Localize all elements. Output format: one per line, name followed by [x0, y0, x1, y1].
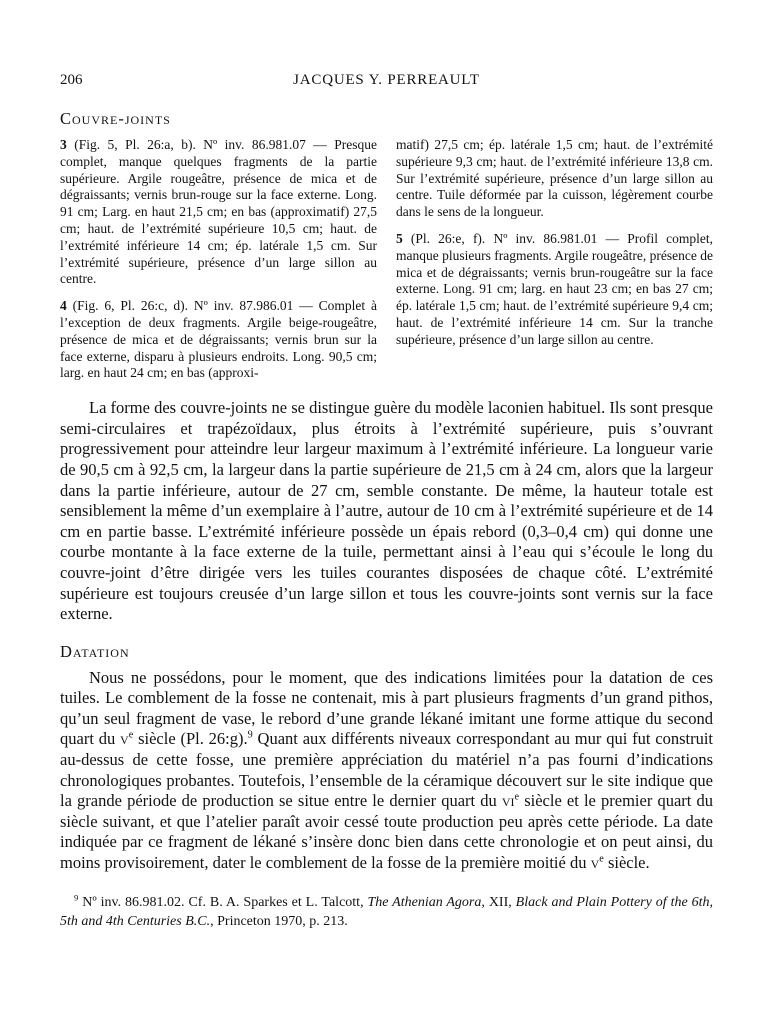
footnote-9: $^9$ Nº inv. 86.981.02. Cf. B. A. Sparkes et L. Talcott, The Athenian Agora, XII, Black and Plain Pottery of the 6th, 5th and 4th Centuries B.C., Princeton 1970, p. 213. [60, 891, 713, 929]
catalog-entries [60, 137, 713, 382]
catalog-entry-3: 3 (Fig. 5, Pl. 26:a, b). Nº inv. 86.981.07 — Presque complet, manque quelques fragments de la partie supérieure. Argile rougeâtre, présence de mica et de dégraissants; vernis brun-rouge sur la face externe. Long. 91 cm; Larg. en haut 21,5 cm; en bas (approximatif) 27,5 cm; haut. de l’extrémité supérieure 10,5 cm; haut. de l’extrémité inférieure 14 cm; ép. latérale 1,5 cm. Sur l’extrémité supérieure, présence d’un large sillon au centre. [60, 137, 377, 287]
catalog-entry-4-continuation: matif) 27,5 cm; ép. latérale 1,5 cm; haut. de l’extrémité supérieure 9,3 cm; haut. de l’extrémité inférieure 13,8 cm. Sur l’extrémité supérieure, présence d’un large sillon au centre. Tuile déformée par la cuisson, légèrement courbe dans le sens de la longueur. [396, 137, 713, 220]
running-title: JACQUES Y. PERREAULT [293, 72, 480, 88]
paragraph-couvre-joints-description: La forme des couvre-joints ne se distingue guère du modèle laconien habituel. Ils sont presque semi-circulaires et trapézoïdaux, plus étroits à l’extrémité supérieure, puis s’ouvrant progressivement pour atteindre leur largeur maximum à l’extrémité inférieure. La longueur varie de 90,5 cm à 92,5 cm, la largeur dans la partie supérieure de 21,5 cm à 24 cm, alors que la largeur dans la partie inférieure, autour de 27 cm, semble constante. De même, la hauteur totale est sensiblement la même d’un exemplaire à l’autre, autour de 10 cm à l’extrémité supérieure et de 14 cm en partie basse. L’extrémité inférieure possède un épais rebord (0,3–0,4 cm) qui donne une courbe montante à la face externe de la tuile, permettant ainsi à l’eau qui s’écoule le long du couvre-joint d’être dirigée vers les tuiles courantes disposées de chaque côté. L’extrémité supérieure est toujours creusée d’un large sillon et tous les couvre-joints sont vernis sur la face externe. [60, 398, 713, 624]
footnote-area [60, 893, 713, 931]
catalog-entry-4: 4 (Fig. 6, Pl. 26:c, d). Nº inv. 87.986.01 — Complet à l’exception de deux fragments. Argile beige-rougeâtre, présence de mica et de dégraissants; vernis brun sur la face externe, disparu à plusieurs endroits. Long. 90,5 cm; larg. en haut 24 cm; en bas (approxi- [60, 298, 377, 381]
paragraph-datation: Nous ne possédons, pour le moment, que des indications limitées pour la datation de ces tuiles. Le comblement de la fosse ne contenait, mis à part plusieurs fragments d’un grand pithos, qu’un seul fragment de vase, le rebord d’une grande lékané imitant une forme attique du second quart du $v^e$ siècle (Pl. 26:g).$^9$ Quant aux différents niveaux correspondant au mur qui fut construit au-dessus de cette fosse, une première appréciation du matériel n’a pas fourni d’indications chronologiques probantes. Toutefois, l’ensemble de la céramique découvert sur le site indique que la grande période de production se situe entre le dernier quart du $vi^e$ siècle et le premier quart du siècle suivant, et que l’atelier paraît avoir cessé toute production peu après cette période. La date indiquée par ce fragment de lékané s’insère donc bien dans cette chronologie et on peut ainsi, du moins provisoirement, dater le comblement de la fosse de la première moitié du $v^e$ siècle. [60, 667, 713, 873]
catalog-entry-5: 5 (Pl. 26:e, f). Nº inv. 86.981.01 — Profil complet, manque plusieurs fragments. Argile rougeâtre, présence de mica et de dégraissants; vernis brun-rougeâtre sur la face externe. Long. 91 cm; larg. en haut 23 cm; en bas 27 cm; ép. latérale 1,5 cm; haut. de l’extrémité supérieure 9,4 cm; haut. de l’extrémité inférieure 14 cm. Sur la tranche supérieure, présence d’un large sillon au centre. [396, 230, 713, 347]
page-number: 206 [60, 72, 83, 88]
catalog-column-left [60, 137, 377, 382]
running-header [60, 72, 713, 89]
section-heading-couvre-joints: Couvre-joints [60, 109, 171, 128]
section-heading-datation: Datation [60, 641, 130, 661]
catalog-column-right [396, 137, 713, 382]
